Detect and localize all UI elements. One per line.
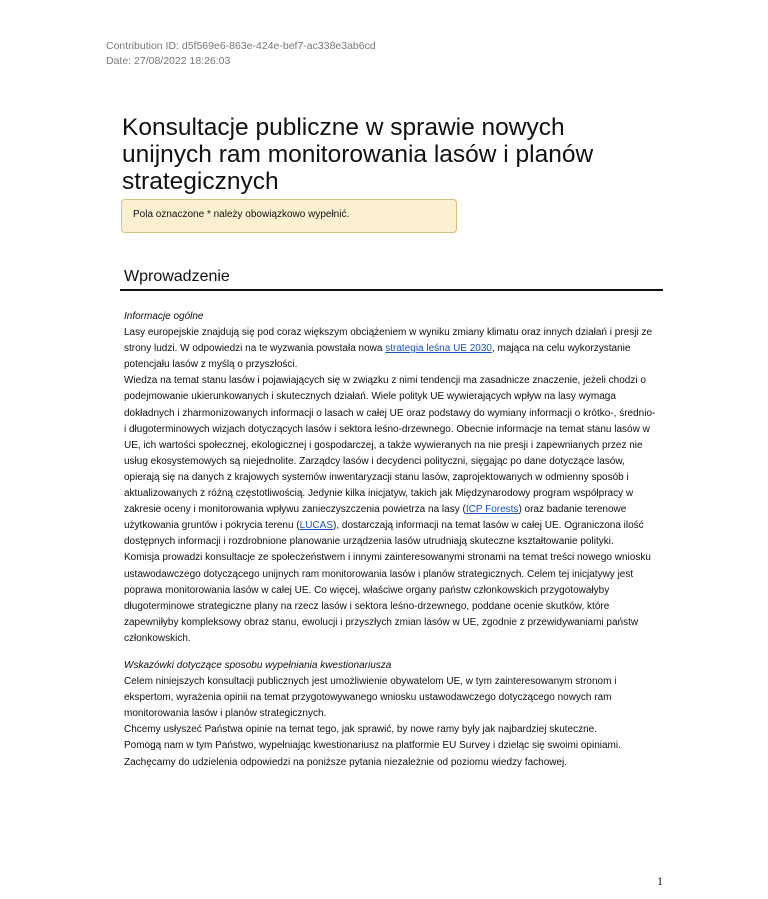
intro-paragraph-3: Komisja prowadzi konsultacje ze społeczeństwem i innymi zainteresowanymi stronami na temat treści nowego wniosku ustawodawczego dotyczącego unijnych ram monitorowania lasów i planów strategicznych. Celem tej inicjatywy jest poprawa monitorowania lasów w całej UE. Co więcej, właściwe organy państw członkowskich przygotowałyby długoterminowe strategiczne plany na rzecz lasów i sektora leśno-drzewnego, poddane ocenie skutków, które zapewniłyby kompleksowy obraz stanu, ewolucji i przyszłych zmian lasów w UE, zgodnie z przewidywaniami państw członkowskich. <box>124 552 651 644</box>
submission-date: Date: 27/08/2022 18:26:03 <box>106 55 231 67</box>
guide-paragraph-4: Zachęcamy do udzielenia odpowiedzi na poniższe pytania niezależnie od poziomu wiedzy fachowej. <box>124 756 568 768</box>
guide-paragraph-3: Pomogą nam w tym Państwo, wypełniając kwestionariusz na platformie EU Survey i dzieląc się swoimi opiniami. <box>124 740 621 752</box>
page-number: 1 <box>657 874 663 888</box>
document-meta <box>106 39 376 69</box>
intro-paragraph-1 <box>124 325 656 373</box>
p2-text-after: ), dostarczają informacji na temat lasów w całej UE. Ograniczona ilość dostępnych informacji i rozdrobnione planowanie urządzenia lasów utrudniają skuteczne kształtowanie polityki. <box>124 520 644 548</box>
guide-subheading: Wskazówki dotyczące sposobu wypełniania kwestionariusza <box>124 659 392 671</box>
p2-text-mid: ) oraz badanie terenowe użytkowania gruntów i pokrycia terenu ( <box>124 504 627 532</box>
section-heading: Wprowadzenie <box>124 268 230 285</box>
p1-text-after: , mająca na celu wykorzystanie potencjału lasów z myślą o przyszłości. <box>124 343 631 371</box>
guide-paragraph-1: Celem niniejszych konsultacji publicznych jest umożliwienie obywatelom UE, w tym zainteresowanym stronom i ekspertom, wyrażenia opinii na temat przygotowywanego wniosku ustawodawczego dotyczącego nowych ram monitorowania lasów i planów strategicznych. <box>124 676 617 720</box>
guide-paragraph-2: Chcemy usłyszeć Państwa opinie na temat tego, jak sprawić, by nowe ramy były jak najbardziej skuteczne. <box>124 724 597 736</box>
p1-text-before: Lasy europejskie znajdują się pod coraz większym obciążeniem w wyniku zmiany klimatu oraz innych działań i presji ze strony ludzi. W odpowiedzi na te wyzwania powstała nowa <box>124 327 653 355</box>
forest-strategy-link[interactable]: strategia leśna UE 2030 <box>385 343 492 355</box>
page-title: Konsultacje publiczne w sprawie nowych unijnych ram monitorowania lasów i planów strategicznych <box>122 114 594 195</box>
required-fields-notice: Pola oznaczone * należy obowiązkowo wypełnić. <box>121 199 457 233</box>
icp-forests-link[interactable]: ICP Forests <box>465 504 519 516</box>
section-content <box>124 309 656 771</box>
p2-text-before: Wiedza na temat stanu lasów i pojawiających się w związku z nimi tendencji ma zasadnicze znaczenie, jeżeli chodzi o podejmowanie ukierunkowanych i skutecznych działań. Wiele polityk UE wywierających wpływ na lasy wymaga dokładnych i zharmonizowanych informacji o lasach w całej UE oraz podstawy do wymiany informacji o krótko-, średnio- i długoterminowych wizjach dotyczących lasów i sektora leśno-drzewnego. Obecnie informacje na temat stanu lasów w UE, ich wartości społecznej, ekologicznej i gospodarczej, a także wywieranych na nie presji i zapewnianych przez nie usług ekosystemowych są niejednolite. Zarządcy lasów i decydenci polityczni, sięgając po dane dotyczące lasów, opierają się na danych z krajowych systemów inwentaryzacji stanu lasów, zaprojektowanych w odmienny sposób i aktualizowanych z różną częstotliwością. Jedynie kilka inicjatyw, takich jak Międzynarodowy program współpracy w zakresie oceny i monitorowania wpływu zanieczyszczenia powietrza na lasy ( <box>124 375 656 516</box>
contribution-id: Contribution ID: d5f569e6-863e-424e-bef7-ac338e3ab6cd <box>106 40 376 52</box>
intro-paragraph-2 <box>124 373 656 550</box>
lucas-link[interactable]: LUCAS <box>299 520 333 532</box>
section-divider <box>120 289 663 291</box>
info-subheading: Informacje ogólne <box>124 311 204 322</box>
paragraph-gap <box>124 647 656 658</box>
